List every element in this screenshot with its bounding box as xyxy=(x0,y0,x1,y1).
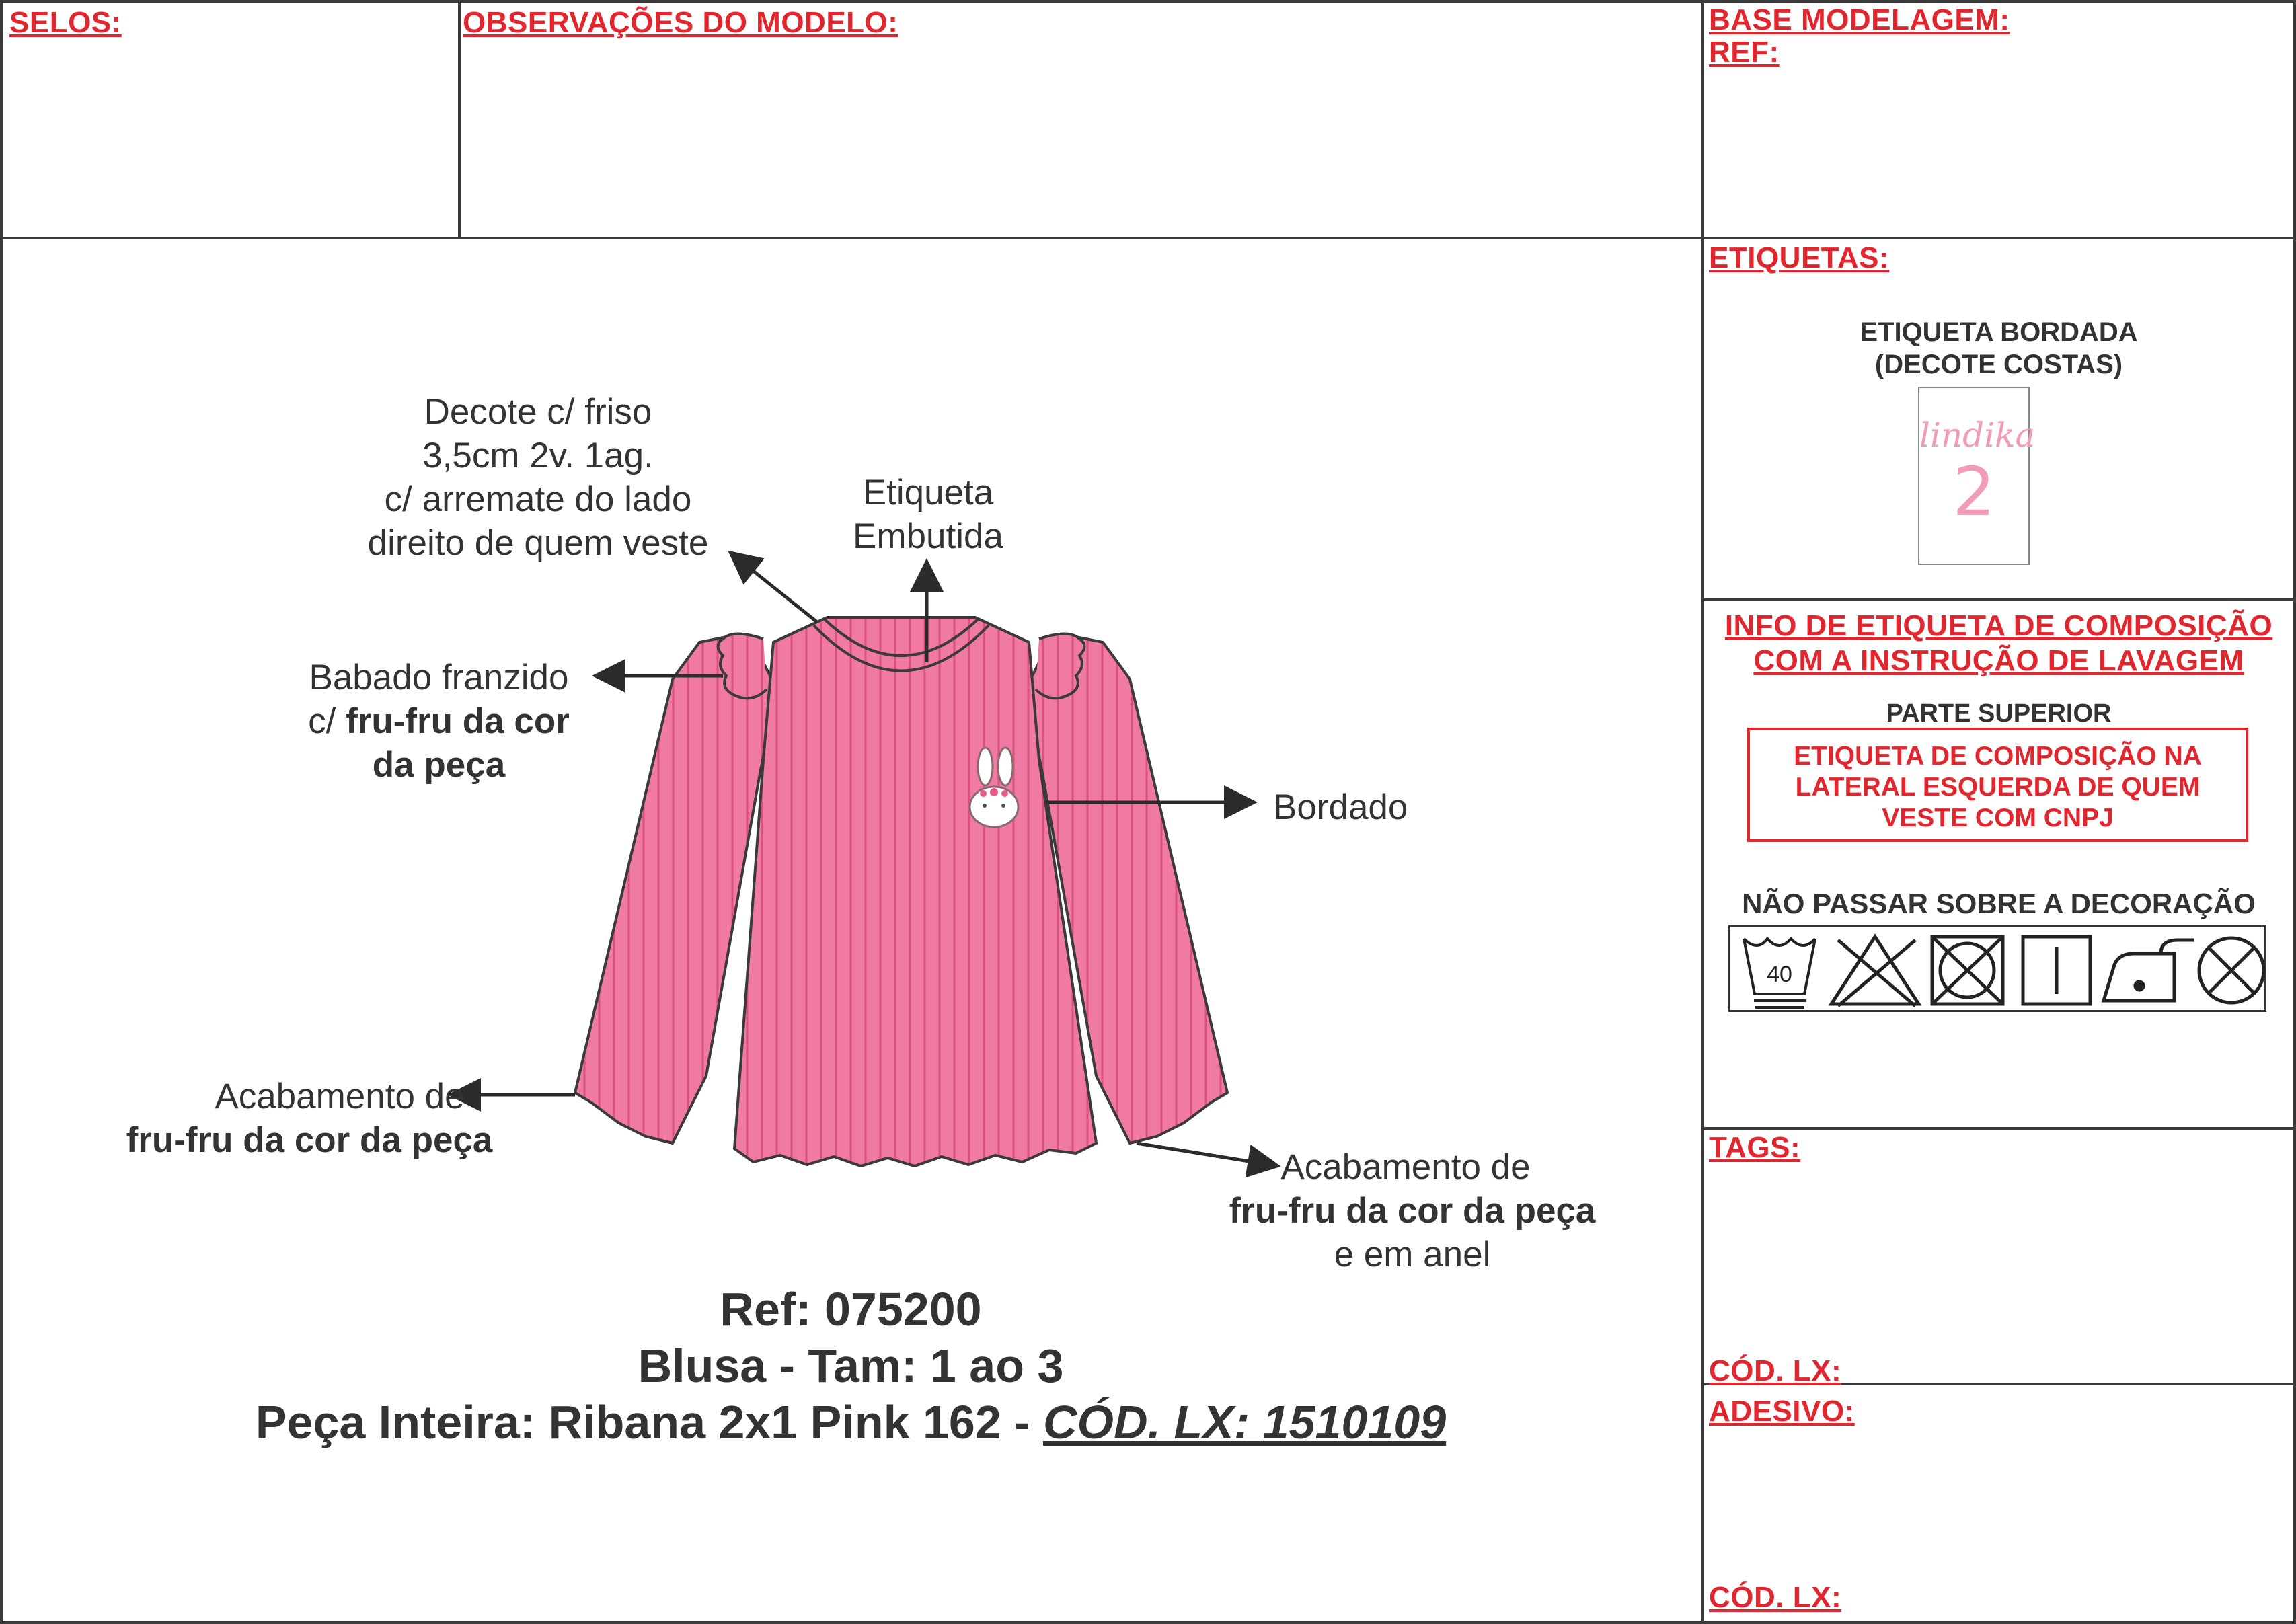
wash-temp: 40 xyxy=(1767,962,1792,987)
brand-logo-text: lindika xyxy=(1919,416,2036,455)
composicao-line-3: VESTE COM CNPJ xyxy=(1882,804,2114,833)
acab-manga-callout xyxy=(101,1075,518,1162)
info-composicao-title xyxy=(1701,609,2296,679)
acab-barra-line-2-bold: fru-fru da cor da peça xyxy=(1229,1191,1596,1231)
care-symbols-row xyxy=(1728,925,2266,1012)
nao-passar-label: NÃO PASSAR SOBRE A DECORAÇÃO xyxy=(1742,888,2256,919)
composicao-line-1: ETIQUETA DE COMPOSIÇÃO NA xyxy=(1794,742,2202,771)
babado-line-2-bold: fru-fru da cor xyxy=(346,701,570,741)
no-bleach-icon xyxy=(1831,937,1919,1006)
etiquetas-label: ETIQUETAS: xyxy=(1709,241,1890,274)
etiqueta-line-1: Etiqueta xyxy=(862,473,994,512)
selos-label: SELOS: xyxy=(9,6,122,39)
base-modelagem-label: BASE MODELAGEM: xyxy=(1709,3,2010,36)
ref-line: Ref: 075200 xyxy=(720,1283,982,1336)
acab-barra-line-1: Acabamento de xyxy=(1280,1147,1531,1187)
observacoes-label: OBSERVAÇÕES DO MODELO: xyxy=(463,6,898,39)
cod-lx-label-adesivo: CÓD. LX: xyxy=(1709,1581,1842,1614)
decote-callout xyxy=(343,390,733,565)
bordado-callout: Bordado xyxy=(1273,787,1408,827)
no-tumble-dry-icon xyxy=(1932,937,2003,1004)
acab-manga-line-1: Acabamento de xyxy=(215,1077,465,1116)
right-ruffle xyxy=(1036,634,1085,699)
etiqueta-line-2: Embutida xyxy=(853,516,1003,556)
decote-line-1: Decote c/ friso xyxy=(424,392,652,432)
babado-line-1: Babado franzido xyxy=(309,658,569,697)
material-line xyxy=(0,1394,1701,1451)
cod-lx-label-tags: CÓD. LX: xyxy=(1709,1354,1842,1387)
info-line-2: COM A INSTRUÇÃO DE LAVAGEM xyxy=(1753,644,2244,677)
adesivo-label: ADESIVO: xyxy=(1709,1395,1855,1428)
parte-superior-label: PARTE SUPERIOR xyxy=(1886,699,2112,728)
product-reference-block xyxy=(0,1281,1701,1451)
decote-line-3: c/ arremate do lado xyxy=(384,479,692,519)
etiqueta-callout xyxy=(827,471,1029,558)
ref-label: REF: xyxy=(1709,36,1780,69)
etiqueta-bordada-title xyxy=(1701,316,2296,381)
babado-line-2-prefix: c/ xyxy=(308,701,346,741)
etiqueta-bordada-line-1: ETIQUETA BORDADA xyxy=(1860,317,2138,347)
acab-barra-callout xyxy=(1204,1145,1621,1276)
line-dry-icon xyxy=(2023,937,2090,1004)
no-dry-clean-icon xyxy=(2199,938,2264,1003)
etiqueta-bordada-line-2: (DECOTE COSTAS) xyxy=(1874,350,2123,379)
tags-box xyxy=(1701,1127,2296,1385)
decote-line-2: 3,5cm 2v. 1ag. xyxy=(422,436,654,475)
tags-label: TAGS: xyxy=(1709,1131,1801,1164)
info-line-1: INFO DE ETIQUETA DE COMPOSIÇÃO xyxy=(1724,609,2273,642)
decote-arrow xyxy=(733,555,817,622)
babado-line-3-bold: da peça xyxy=(372,745,506,785)
composicao-instruction-box xyxy=(1747,728,2248,842)
decote-line-4: direito de quem veste xyxy=(367,523,709,563)
brand-label-swatch xyxy=(1918,387,2036,565)
acab-barra-line-3: e em anel xyxy=(1334,1235,1491,1274)
left-ruffle xyxy=(718,634,767,699)
material-prefix: Peça Inteira: Ribana 2x1 Pink 162 - xyxy=(255,1396,1043,1448)
babado-callout xyxy=(289,656,588,787)
iron-low-icon xyxy=(2104,940,2194,1001)
acab-manga-line-2-bold: fru-fru da cor da peça xyxy=(126,1120,493,1160)
wash-40-icon xyxy=(1744,939,1815,1007)
brand-size: 2 xyxy=(1952,453,1995,531)
composicao-line-2: LATERAL ESQUERDA DE QUEM xyxy=(1795,773,2201,802)
cod-lx-value: CÓD. LX: 1510109 xyxy=(1042,1396,1447,1448)
desc-line: Blusa - Tam: 1 ao 3 xyxy=(638,1340,1064,1392)
